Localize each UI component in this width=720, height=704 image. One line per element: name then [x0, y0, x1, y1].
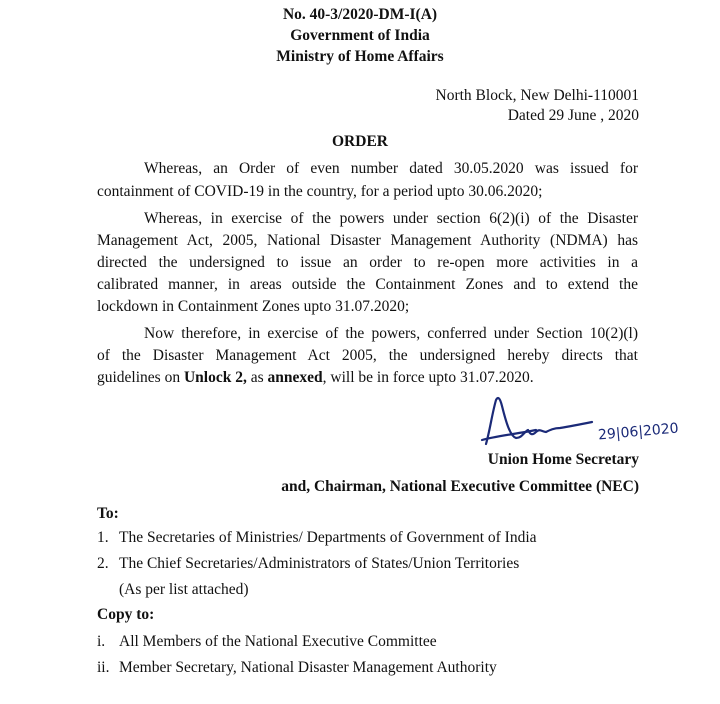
- unlock-2-emphasis: Unlock 2,: [183, 369, 247, 386]
- paragraph-line: calibrated manner, in areas outside the Containment Zones and to extend the: [97, 276, 638, 293]
- paragraph-line: directed the undersigned to issue an order to re-open more activities in a: [97, 254, 638, 271]
- list-text: The Chief Secretaries/Administrators of States/Union Territories: [119, 555, 520, 572]
- paragraph-line: of the Disaster Management Act 2005, the undersigned hereby directs that: [97, 347, 638, 364]
- handwritten-signature: [476, 392, 720, 454]
- list-item: [97, 633, 437, 651]
- list-text: The Secretaries of Ministries/ Departments of Government of India: [119, 529, 537, 546]
- text-run: as: [246, 369, 268, 386]
- address-place: North Block, New Delhi-110001: [435, 87, 639, 104]
- paragraph-line: Management Act, 2005, National Disaster Management Authority (NDMA) has: [97, 232, 638, 249]
- list-text: All Members of the National Executive Committee: [119, 633, 437, 650]
- paragraph-line: Now therefore, in exercise of the powers, conferred under Section 10(2)(l): [144, 325, 638, 342]
- list-item: [97, 659, 497, 677]
- list-number: 1.: [97, 529, 109, 546]
- paragraph-line: lockdown in Containment Zones upto 31.07.2020;: [97, 298, 410, 315]
- order-number: No. 40-3/2020-DM-I(A): [282, 6, 438, 23]
- signatory-designation: Union Home Secretary: [487, 451, 639, 468]
- signatory-chairman: and, Chairman, National Executive Committee (NEC): [281, 478, 639, 495]
- order-date: Dated 29 June , 2020: [507, 107, 639, 124]
- to-label: To:: [97, 505, 119, 522]
- text-run: guidelines on: [97, 369, 184, 386]
- paragraph-line: Whereas, in exercise of the powers under section 6(2)(i) of the Disaster: [144, 210, 638, 227]
- list-text: Member Secretary, National Disaster Management Authority: [119, 659, 497, 676]
- text-run: , will be in force upto 31.07.2020.: [322, 369, 534, 386]
- order-title: ORDER: [332, 133, 388, 150]
- paragraph-line: Whereas, an Order of even number dated 30.05.2020 was issued for: [144, 160, 638, 177]
- list-item: [97, 529, 537, 547]
- list-number: ii.: [97, 659, 110, 676]
- list-note: (As per list attached): [119, 581, 249, 598]
- ministry-name: Ministry of Home Affairs: [276, 48, 444, 65]
- list-number: 2.: [97, 555, 109, 572]
- handwritten-date: 29|06|2020: [597, 420, 680, 444]
- annexed-emphasis: annexed: [267, 369, 323, 386]
- list-number: i.: [97, 633, 106, 650]
- government-name: Government of India: [290, 27, 430, 44]
- copy-to-label: Copy to:: [97, 606, 155, 623]
- list-item: [97, 555, 519, 573]
- paragraph-line: containment of COVID-19 in the country, for a period upto 30.06.2020;: [97, 183, 543, 200]
- paragraph-line: [97, 369, 534, 387]
